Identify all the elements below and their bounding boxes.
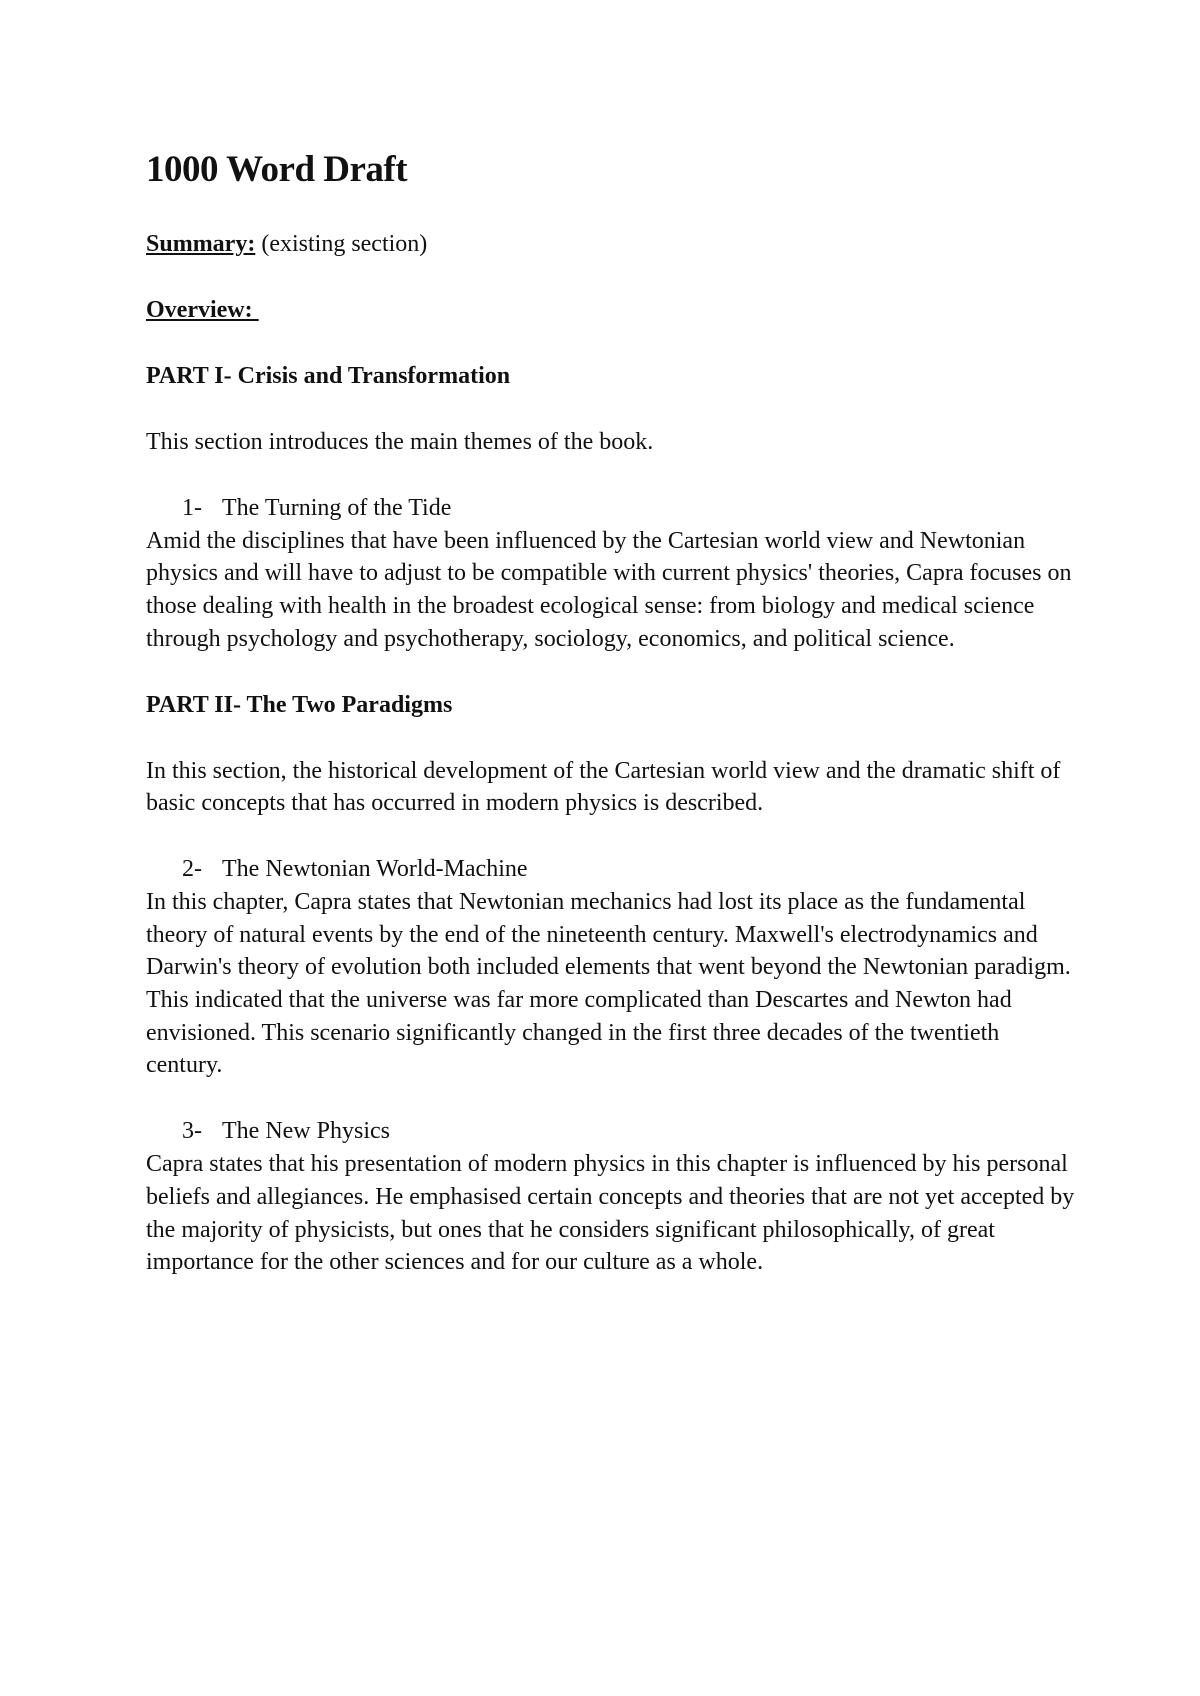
chapter-3-body: Capra states that his presentation of modern physics in this chapter is influenced by his personal beliefs and allegiances. He emphasised certain concepts and theories that are not yet accepted by the majority of physicists, but ones that he considers significant philosophically, of great importance for the other sciences and for our culture as a whole. xyxy=(146,1151,1075,1276)
summary-text: (existing section) xyxy=(261,231,428,257)
chapter-2-number: 2- xyxy=(182,855,202,882)
chapter-3-title-text: The New Physics xyxy=(222,1118,390,1145)
overview-label: Overview: xyxy=(146,297,259,323)
chapter-2-title xyxy=(146,853,1080,886)
chapter-2-body: In this chapter, Capra states that Newtonian mechanics had lost its place as the fundamental theory of natural events by the end of the nineteenth century. Maxwell's electrodynamics and Darwin's theory of evolution both included elements that went beyond the Newtonian paradigm. This indicated that the universe was far more complicated than Descartes and Newton had envisioned. This scenario significantly changed in the first three decades of the twentieth century. xyxy=(146,888,1071,1079)
chapter-3-title xyxy=(146,1115,1080,1148)
chapter-1-title-text: The Turning of the Tide xyxy=(222,494,452,521)
chapter-3-number: 3- xyxy=(182,1118,202,1145)
part-1-heading: PART I- Crisis and Transformation xyxy=(146,363,511,389)
chapter-1-body: Amid the disciplines that have been influenced by the Cartesian world view and Newtonian physics and will have to adjust to be compatible with current physics' theories, Capra focuses on those dealing with health in the broadest ecological sense: from biology and medical science through psychology and psychotherapy, sociology, economics, and political science. xyxy=(146,527,1072,652)
summary-label: Summary: xyxy=(146,231,256,257)
chapter-3 xyxy=(146,1115,1080,1279)
part-2-intro: In this section, the historical development of the Cartesian world view and the dramatic shift of basic concepts that has occurred in modern physics is described. xyxy=(146,757,1061,817)
chapter-1-number: 1- xyxy=(182,494,202,521)
chapter-2 xyxy=(146,853,1080,1082)
summary-line xyxy=(146,228,1080,261)
document-title: 1000 Word Draft xyxy=(146,149,408,190)
part-2-heading: PART II- The Two Paradigms xyxy=(146,691,453,718)
overview-line xyxy=(146,294,1080,327)
chapter-1 xyxy=(146,492,1080,656)
chapter-1-title xyxy=(146,492,1080,525)
part-1-intro: This section introduces the main themes of the book. xyxy=(146,429,654,455)
chapter-2-title-text: The Newtonian World-Machine xyxy=(222,855,528,882)
